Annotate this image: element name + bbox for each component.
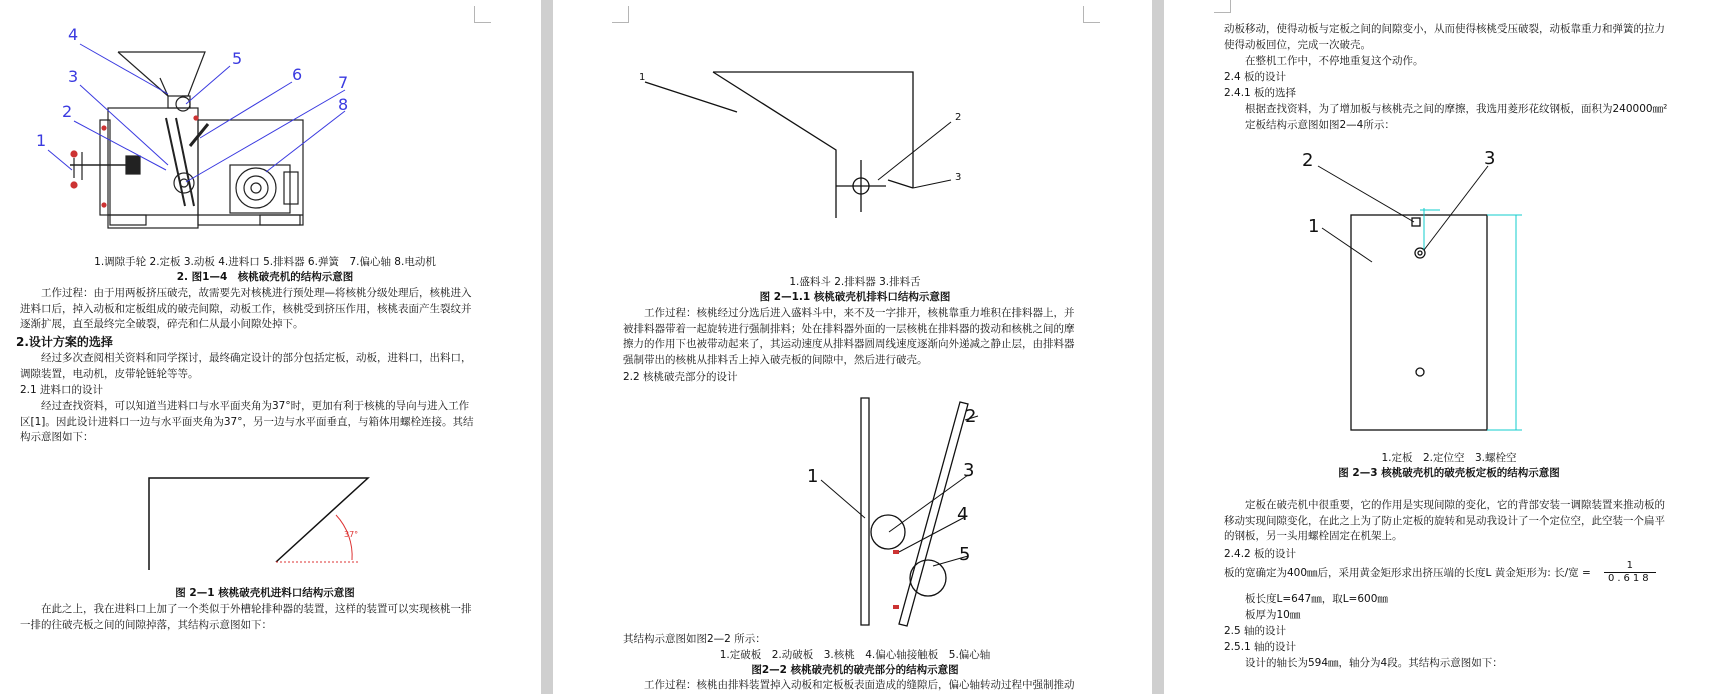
callout-label: 1 xyxy=(639,72,646,83)
paragraph: 工作过程：核桃经过分选后进入盛料斗中，来不及一字排开，核桃靠重力堆积在排料器上，并被排料器带着一起旋转进行强制排料；处在排料器外面的一层核桃在排料器的拨动和核桃之间的摩擦力的作用下也被带动起来了，其运动速度从排料器圆周线速度逐渐向外递减之静止层，由排料器强制带出的核桃从排料舌上掉入破壳板的间隙中，然后进行破壳。 xyxy=(623,307,1075,366)
figure-legend: 1.盛料斗 2.排料器 3.排料舌 xyxy=(789,276,921,288)
paragraph: 在整机工作中，不停地重复这个动作。 xyxy=(1245,55,1424,67)
figure-2-3-fixed-plate xyxy=(1264,148,1584,448)
callout-label: 2 xyxy=(955,112,962,123)
crop-mark xyxy=(1214,0,1231,13)
callout-label: 3 xyxy=(68,67,79,86)
callout-label: 2 xyxy=(62,102,73,121)
figure-legend: 1.定板 2.定位空 3.螺栓空 xyxy=(1381,452,1517,464)
paragraph: 根据查找资料，为了增加板与核桃壳之间的摩擦，我选用菱形花纹钢板，面积为240000㎜² xyxy=(1245,103,1668,115)
paragraph: 在此之上，我在进料口上加了一个类似于外槽轮排种器的装置，这样的装置可以实现核桃一排一排的往破壳板之间的间隙掉落，其结构示意图如下： xyxy=(20,603,472,631)
section-heading: 2.5 轴的设计 xyxy=(1224,625,1287,637)
crop-mark xyxy=(474,6,491,23)
figure-2-1-1-discharge xyxy=(633,60,993,240)
figure-2-2-cracking-part xyxy=(733,390,977,620)
page-gutter xyxy=(541,0,553,694)
figure-2-1-feed-inlet xyxy=(140,470,375,575)
section-heading: 2.5.1 轴的设计 xyxy=(1224,641,1297,653)
section-heading: 2.2 核桃破壳部分的设计 xyxy=(623,371,738,383)
fraction-numerator: 1 xyxy=(1604,560,1656,573)
figure-caption: 图 2—3 核桃破壳机的破壳板定板的结构示意图 xyxy=(1338,467,1560,479)
figure-caption: 图 2—1.1 核桃破壳机排料口结构示意图 xyxy=(759,291,951,303)
figure-legend: 1.定破板 2.动破板 3.核桃 4.偏心轴接触板 5.偏心轴 xyxy=(719,649,991,661)
callout-label: 3 xyxy=(1484,148,1496,169)
paragraph: 板长度L=647㎜，取L=600㎜ xyxy=(1245,593,1388,605)
document-page-3 xyxy=(1164,0,1720,694)
callout-label: 6 xyxy=(292,65,303,84)
paragraph: 工作过程：核桃由排料装置掉入动板和定板板表面造成的缝隙后，偏心轴转动过程中强制推动 xyxy=(644,679,1075,691)
section-heading: 2.4.1 板的选择 xyxy=(1224,87,1297,99)
paragraph: 板厚为10㎜ xyxy=(1245,609,1301,621)
section-heading: 2.4 板的设计 xyxy=(1224,71,1287,83)
paragraph: 设计的轴长为594㎜，轴分为4段。其结构示意图如下： xyxy=(1245,657,1503,669)
callout-label: 1 xyxy=(807,466,819,487)
paragraph: 动板移动，使得动板与定板之间的间隙变小，从而使得核桃受压破裂，动板靠重力和弹簧的拉力使得动板回位，完成一次破壳。 xyxy=(1224,23,1665,51)
callout-label: 2 xyxy=(965,406,977,427)
callout-label: 4 xyxy=(957,504,969,525)
callout-label: 5 xyxy=(959,544,971,565)
callout-label: 5 xyxy=(232,49,243,68)
section-heading: 2.1 进料口的设计 xyxy=(20,384,104,396)
callout-label: 8 xyxy=(338,95,349,114)
callout-label: 1 xyxy=(1308,216,1320,237)
paragraph: 板的宽确定为400㎜后，采用黄金矩形求出挤压端的长度L 黄金矩形为: 长/宽 = xyxy=(1224,567,1591,579)
paragraph: 定板结构示意图如图2—4所示： xyxy=(1245,119,1395,131)
paragraph: 其结构示意图如图2—2 所示： xyxy=(623,633,766,645)
figure-caption: 图2—2 核桃破壳机的破壳部分的结构示意图 xyxy=(751,664,959,676)
paragraph: 工作过程：由于用两板挤压破壳，故需要先对核桃进行预处理—将核桃分级处理后，核桃进入进料口后，掉入动板和定板组成的破壳间隙，动板工作，核桃受到挤压作用，核桃表面产生裂纹并逐渐扩展，直至最终完全破裂，碎壳和仁从最小间隙处掉下。 xyxy=(20,287,472,330)
callout-label: 3 xyxy=(963,460,975,481)
figure-1-4-machine xyxy=(28,20,398,252)
crop-mark xyxy=(612,6,629,23)
callout-label: 3 xyxy=(955,172,962,183)
figure-legend: 1.调隙手轮 2.定板 3.动板 4.进料口 5.排料器 6.弹簧 7.偏心轴 8.电动机 xyxy=(94,256,436,268)
crop-mark xyxy=(1083,6,1100,23)
golden-ratio-fraction xyxy=(1604,560,1656,585)
paragraph: 定板在破壳机中很重要，它的作用是实现间隙的变化，它的背部安装一调隙装置来推动板的移动实现间隙变化，在此之上为了防止定板的旋转和晃动我设计了一个定位空，此空装一个扁平的钢板，另一头用螺栓固定在机架上。 xyxy=(1224,499,1665,542)
callout-label: 2 xyxy=(1302,150,1314,171)
figure-caption: 2. 图1—4 核桃破壳机的结构示意图 xyxy=(176,271,354,283)
page-gutter xyxy=(1152,0,1164,694)
callout-label: 4 xyxy=(68,25,79,44)
section-heading: 2.4.2 板的设计 xyxy=(1224,548,1297,560)
document-page-2 xyxy=(553,0,1152,694)
figure-caption: 图 2—1 核桃破壳机进料口结构示意图 xyxy=(175,587,355,599)
paragraph: 经过查找资料，可以知道当进料口与水平面夹角为37°时，更加有利于核桃的导向与进入工作区[1]。因此设计进料口一边与水平面夹角为37°，另一边与水平面垂直，与箱体用螺栓连接。其结构示意图如下： xyxy=(20,400,474,443)
section-heading: 2.设计方案的选择 xyxy=(16,335,113,349)
callout-label: 1 xyxy=(36,131,47,150)
paragraph: 经过多次查阅相关资料和同学探讨，最终确定设计的部分包括定板，动板，进料口，出料口，调隙装置，电动机，皮带轮链轮等等。 xyxy=(20,352,472,380)
svg-text:37°: 37° xyxy=(344,530,359,539)
document-page-1 xyxy=(0,0,541,694)
fraction-denominator: 0.618 xyxy=(1608,573,1652,584)
callout-label: 7 xyxy=(338,73,349,92)
